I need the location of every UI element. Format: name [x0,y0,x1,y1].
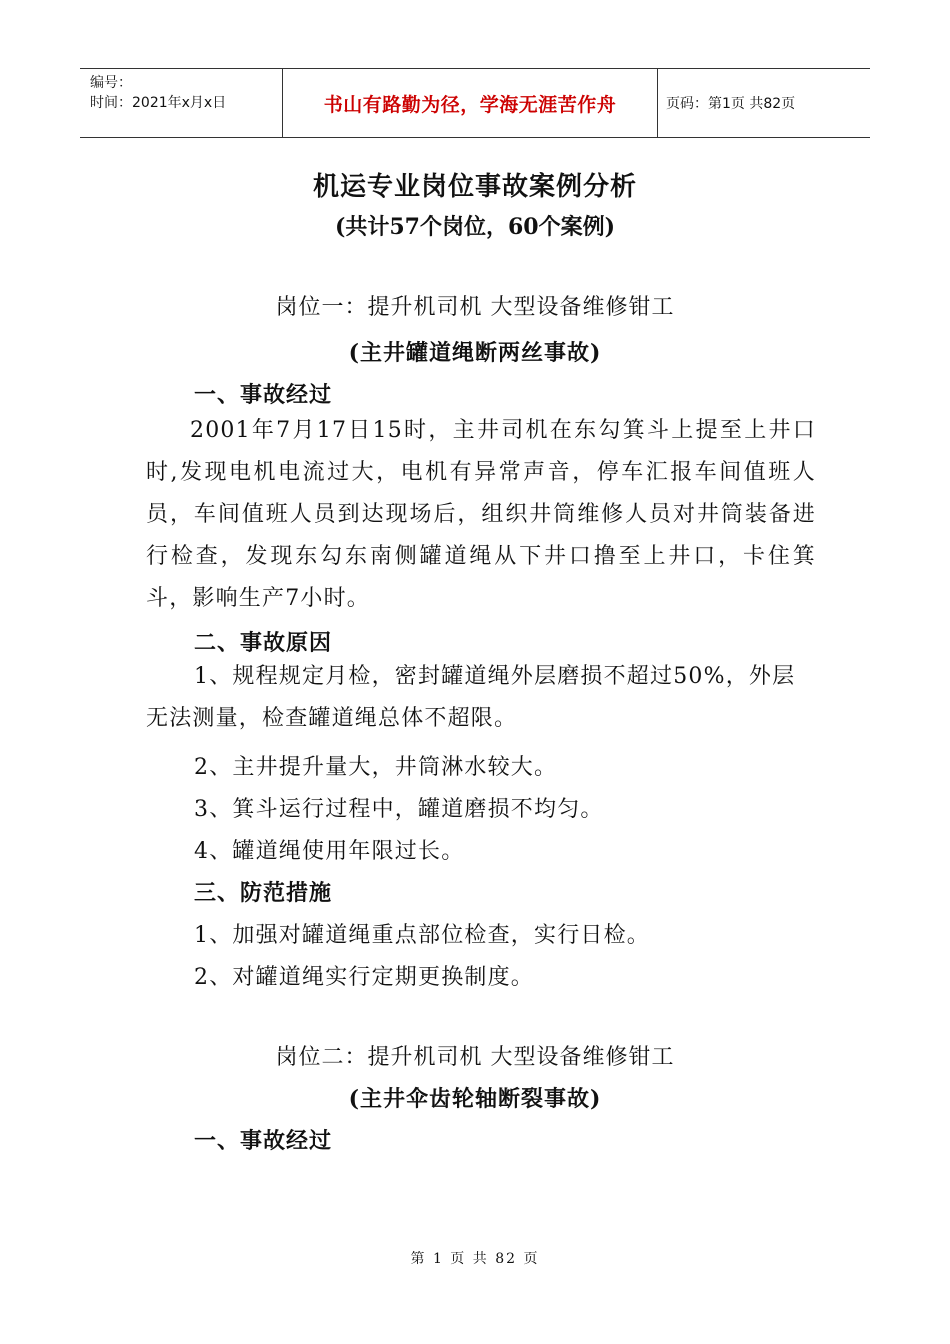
case1-cause-3: 3、箕斗运行过程中，罐道磨损不均匀。 [194,797,604,822]
case1-section-measures: 三、防范措施 [194,880,333,906]
page-footer: 第 1 页 共 82 页 [410,1251,540,1267]
time-label: 时间：2021年x月x日 [90,95,227,111]
case1-section-cause: 二、事故原因 [194,630,333,656]
case1-cause-1: 1、规程规定月检，密封罐道绳外层磨损不超过50%，外层无法测量，检查罐道绳总体不超限。 [146,664,796,731]
document-title: 机运专业岗位事故案例分析 [312,172,637,202]
number-label: 编号： [90,75,132,91]
case2-section-process: 一、事故经过 [194,1128,333,1154]
page-header [80,68,870,138]
case1-post: 岗位一：提升机司机 大型设备维修钳工 [275,295,675,320]
case1-name: (主井罐道绳断两丝事故) [348,340,602,366]
header-motto-cell [282,69,658,137]
case1-measure-1: 1、加强对罐道绳重点部位检查，实行日检。 [194,923,650,948]
case1-process-paragraph: 2001年7月17日15时，主井司机在东勾箕斗上提至上井口时,发现电机电流过大，电机有异常声音，停车汇报车间值班人员，车间值班人员到达现场后，组织井筒维修人员对井筒装备进行检查，发现东勾东南侧罐道绳从下井口撸至上井口，卡住箕斗，影响生产7小时。 [146,418,816,611]
case2-name: (主井伞齿轮轴断裂事故) [348,1086,602,1112]
case1-cause-2: 2、主井提升量大，井筒淋水较大。 [194,755,558,780]
header-meta [80,69,282,137]
document-subtitle: (共计57个岗位，60个案例) [334,214,616,240]
case1-section-process: 一、事故经过 [194,382,333,408]
header-page-info: 页码：第1页 共82页 [666,96,796,112]
case2-post: 岗位二：提升机司机 大型设备维修钳工 [275,1045,675,1070]
case1-measure-2: 2、对罐道绳实行定期更换制度。 [194,965,534,990]
case1-cause-4: 4、罐道绳使用年限过长。 [194,839,465,864]
header-motto: 书山有路勤为径，学海无涯苦作舟 [323,93,617,116]
